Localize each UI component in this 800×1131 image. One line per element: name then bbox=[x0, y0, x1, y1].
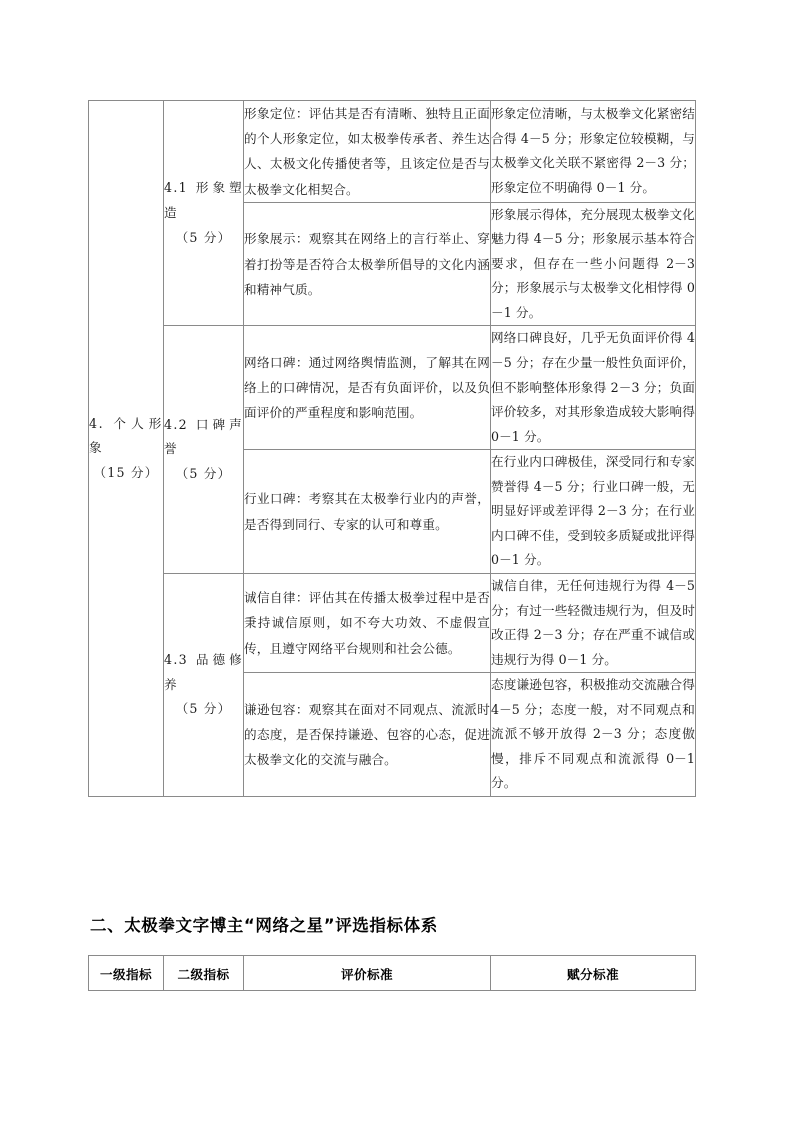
scoring-cell: 在行业内口碑极佳，深受同行和专家赞誉得 4－5 分；行业口碑一般，无明显好评或差评得 2－3 分；在行业内口碑不佳，受到较多质疑或批评得 0－1 分。 bbox=[491, 450, 696, 574]
scoring-cell: 形象展示得体，充分展现太极拳文化魅力得 4－5 分；形象展示基本符合要求，但存在一些小问题得 2－3 分；形象展示与太极拳文化相悖得 0－1 分。 bbox=[491, 202, 696, 326]
table-row bbox=[89, 573, 696, 672]
criteria-cell: 谦逊包容：观察其在面对不同观点、流派时的态度，是否保持谦逊、包容的心态，促进太极拳文化的交流与融合。 bbox=[244, 673, 491, 797]
column-header-criteria: 评价标准 bbox=[244, 956, 491, 991]
criteria-cell: 形象定位：评估其是否有清晰、独特且正面的个人形象定位，如太极拳传承者、养生达人、太极文化传播使者等，且该定位是否与太极拳文化相契合。 bbox=[244, 101, 491, 203]
table-header-row bbox=[89, 956, 696, 991]
scoring-cell: 网络口碑良好，几乎无负面评价得 4－5 分；存在少量一般性负面评价，但不影响整体形象得 2－3 分；负面评价较多，对其形象造成较大影响得 0－1 分。 bbox=[491, 326, 696, 450]
scoring-cell: 形象定位清晰，与太极拳文化紧密结合得 4－5 分；形象定位较模糊，与太极拳文化关联不紧密得 2－3 分；形象定位不明确得 0－1 分。 bbox=[491, 101, 696, 203]
criteria-cell: 形象展示：观察其在网络上的言行举止、穿着打扮等是否符合太极拳所倡导的文化内涵和精神气质。 bbox=[244, 202, 491, 326]
criteria-cell: 网络口碑：通过网络舆情监测，了解其在网络上的口碑情况，是否有负面评价，以及负面评价的严重程度和影响范围。 bbox=[244, 326, 491, 450]
scoring-cell: 诚信自律，无任何违规行为得 4－5 分；有过一些轻微违规行为，但及时改正得 2－3 分；存在严重不诚信或违规行为得 0－1 分。 bbox=[491, 573, 696, 672]
criteria-cell: 诚信自律：评估其在传播太极拳过程中是否秉持诚信原则，如不夸大功效、不虚假宣传，且遵守网络平台规则和社会公德。 bbox=[244, 573, 491, 672]
level2-indicator-cell-4-1 bbox=[164, 101, 244, 326]
table-row bbox=[89, 101, 696, 203]
level2-title: 4.1 形象塑造 bbox=[164, 180, 243, 220]
level1-score: （15 分） bbox=[93, 464, 159, 480]
scoring-cell: 态度谦逊包容，积极推动交流融合得 4－5 分；态度一般，对不同观点和流派不够开放得 2－3 分；态度傲慢，排斥不同观点和流派得 0－1 分。 bbox=[491, 673, 696, 797]
level2-title: 4.3 品德修养 bbox=[164, 652, 243, 692]
level2-indicator-cell-4-3 bbox=[164, 573, 244, 796]
criteria-cell: 行业口碑：考察其在太极拳行业内的声誉，是否得到同行、专家的认可和尊重。 bbox=[244, 450, 491, 574]
table-row bbox=[89, 326, 696, 450]
level1-indicator-cell bbox=[89, 101, 164, 797]
indicator-table-network-star bbox=[88, 955, 696, 991]
column-header-level2: 二级指标 bbox=[164, 956, 244, 991]
level1-title: 4. 个人形象 bbox=[89, 415, 163, 456]
column-header-level1: 一级指标 bbox=[89, 956, 164, 991]
level2-indicator-cell-4-2 bbox=[164, 326, 244, 573]
level2-score: （5 分） bbox=[175, 701, 232, 717]
indicator-table-personal-image bbox=[88, 100, 696, 797]
section-heading: 二、太极拳文字博主“网络之星”评选指标体系 bbox=[90, 916, 438, 935]
level2-title: 4.2 口碑声誉 bbox=[164, 416, 243, 457]
level2-score: （5 分） bbox=[175, 229, 232, 245]
column-header-scoring: 赋分标准 bbox=[491, 956, 696, 991]
level2-score: （5 分） bbox=[175, 465, 232, 481]
